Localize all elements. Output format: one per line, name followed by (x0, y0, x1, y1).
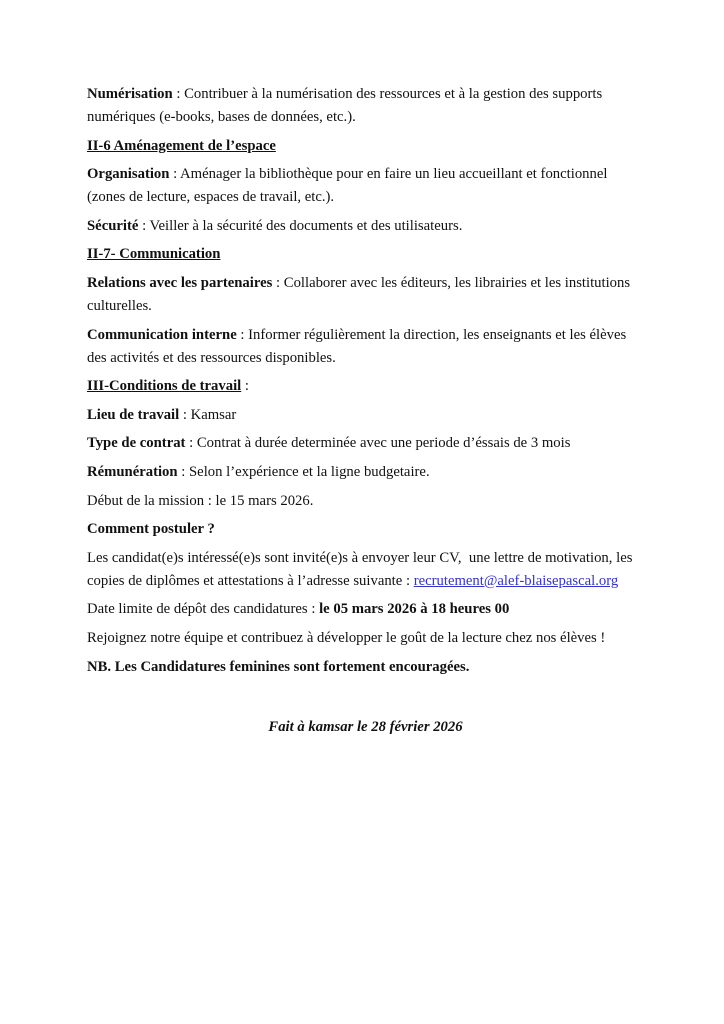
heading-communication (87, 243, 644, 266)
paragraph-rejoignez (87, 627, 644, 650)
paragraph-relations-partenaires (87, 272, 644, 318)
signature-text: Fait à kamsar le 28 février 2026 (268, 718, 463, 735)
label-comment-postuler: Comment postuler ? (87, 521, 215, 538)
paragraph-lieu-travail (87, 404, 644, 427)
heading-communication-text: II-7- Communication (87, 246, 221, 263)
paragraph-securite (87, 215, 644, 238)
text-securite: : Veiller à la sécurité des documents et des utilisateurs. (138, 217, 463, 234)
label-lieu-travail: Lieu de travail (87, 406, 180, 423)
document-content (87, 83, 644, 744)
label-numerisation: Numérisation (87, 86, 173, 102)
label-organisation: Organisation (87, 166, 170, 183)
label-securite: Sécurité (87, 217, 139, 234)
text-date-limite-deadline: le 05 mars 2026 à 18 heures 00 (319, 601, 510, 618)
heading-amenagement-text: II-6 Aménagement de l’espace (87, 137, 276, 154)
text-lieu-travail: : Kamsar (179, 406, 237, 423)
paragraph-nb (87, 656, 644, 679)
label-remuneration: Rémunération (87, 463, 178, 480)
paragraph-remuneration (87, 461, 644, 484)
heading-amenagement-espace (87, 135, 644, 158)
text-type-contrat: : Contrat à durée determinée avec une periode d’éssais de 3 mois (185, 435, 571, 452)
text-debut-mission: Début de la mission : le 15 mars 2026. (87, 492, 314, 509)
paragraph-date-limite (87, 598, 644, 621)
text-relations-partenaires: : Collaborer avec les éditeurs, les librairies et les institutions culturelles. (87, 274, 634, 314)
label-communication-interne: Communication interne (87, 326, 237, 343)
paragraph-debut-mission (87, 490, 644, 513)
label-type-contrat: Type de contrat (87, 435, 186, 452)
text-nb: NB. Les Candidatures feminines sont fortement encouragées. (87, 658, 470, 675)
paragraph-communication-interne (87, 324, 644, 370)
text-rejoignez: Rejoignez notre équipe et contribuez à développer le goût de la lecture chez nos élèves ! (87, 629, 606, 646)
paragraph-candidature-instructions (87, 547, 644, 593)
text-communication-interne: : Informer régulièrement la direction, les enseignants et les élèves des activités et des ressources disponibles. (87, 326, 630, 366)
label-relations-partenaires: Relations avec les partenaires (87, 274, 273, 291)
text-organisation: : Aménager la bibliothèque pour en faire un lieu accueillant et fonctionnel (zones de lecture, espaces de travail, etc.). (87, 166, 612, 206)
paragraph-comment-postuler (87, 518, 644, 541)
paragraph-organisation (87, 163, 644, 209)
text-numerisation: : Contribuer à la numérisation des ressources et à la gestion des supports numériques (e-books, bases de données, etc.). (87, 86, 606, 125)
text-candidature-instructions: Les candidat(e)s intéressé(e)s sont invité(e)s à envoyer leur CV, une lettre de motivation, les copies de diplômes et attestations à l’adresse suivante : (87, 549, 637, 589)
text-remuneration: : Selon l’expérience et la ligne budgetaire. (177, 463, 430, 480)
heading-conditions-travail-text: III-Conditions de travail (87, 378, 242, 395)
heading-conditions-travail (87, 375, 644, 398)
text-date-limite: Date limite de dépôt des candidatures : (87, 601, 320, 618)
email-link[interactable]: recrutement@alef-blaisepascal.org (413, 572, 619, 589)
heading-conditions-travail-suffix: : (241, 378, 250, 395)
paragraph-numerisation (87, 83, 644, 129)
signature-line (87, 716, 644, 739)
paragraph-type-contrat (87, 432, 644, 455)
